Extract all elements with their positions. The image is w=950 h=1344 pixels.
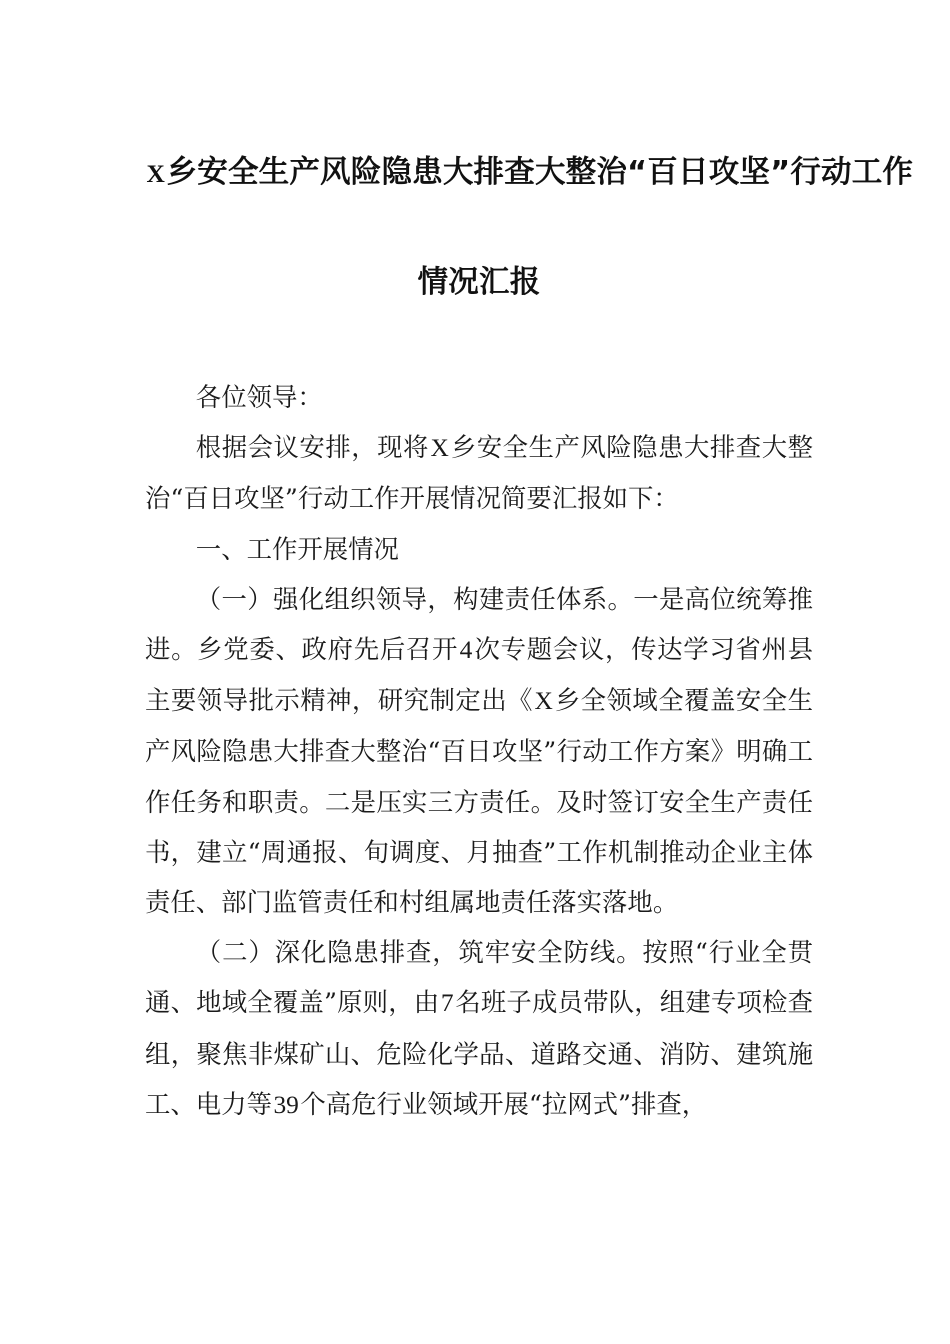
- document-title-line-1: X乡安全生产风险隐患大排查大整治“百日攻坚”行动工作: [146, 155, 914, 190]
- subsection-two: （二）深化隐患排查，筑牢安全防线。按照“行业全贯通、地域全覆盖”原则，由7名班子成员带队，组建专项检查组，聚焦非煤矿山、危险化学品、道路交通、消防、建筑施工、电力等39个高危行业领域开展“拉网式”排查，: [145, 937, 814, 1119]
- document-title: [145, 0, 914, 304]
- document-title-line-2: 情况汇报: [417, 265, 541, 300]
- intro-paragraph: 根据会议安排，现将X乡安全生产风险隐患大排查大整治“百日攻坚”行动工作开展情况简要汇报如下：: [145, 432, 814, 514]
- section-heading-one: 一、工作开展情况: [195, 533, 399, 564]
- subsection-one: （一）强化组织领导，构建责任体系。一是高位统筹推进。乡党委、政府先后召开4次专题会议，传达学习省州县主要领导批示精神，研究制定出《X乡全领域全覆盖安全生产风险隐患大排查大整治“百日攻坚”行动工作方案》明确工作任务和职责。二是压实三方责任。及时签订安全生产责任书，建立“周通报、旬调度、月抽查”工作机制推动企业主体责任、部门监管责任和村组属地责任落实落地。: [145, 583, 814, 918]
- page-content: [145, 0, 914, 1130]
- document-body: [145, 372, 813, 1130]
- salutation: 各位领导：: [195, 382, 323, 412]
